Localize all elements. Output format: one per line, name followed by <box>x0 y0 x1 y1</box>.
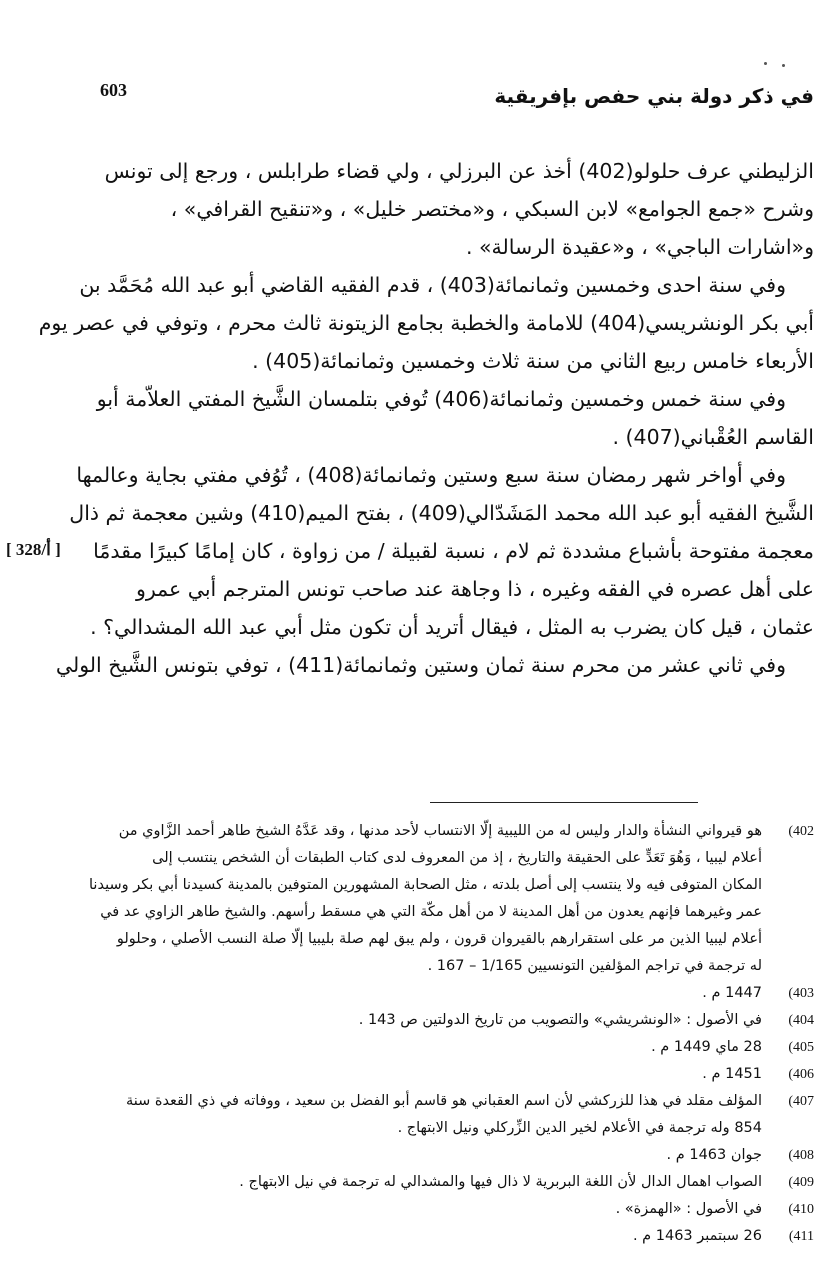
footnote-number: (402 <box>788 824 814 839</box>
text-line: وشرح «جمع الجوامع» لابن السبكي ، و«مختصر خليل» ، و«تنقيح القرافي» ، <box>170 197 814 221</box>
footnote-text-line: هو قيرواني النشأة والدار وليس له من الليبية إلّا الانتساب لأحد مدنها ، وقد عَدَّهُ الشيخ طاهر أحمد الزَّاوي من <box>118 823 762 839</box>
footnote-text-line: جوان 1463 م . <box>666 1147 762 1163</box>
footnote <box>54 1196 814 1223</box>
footnote-text-line: 854 وله ترجمة في الأعلام لخير الدين الزِّركلي ونيل الابتهاج . <box>397 1120 762 1136</box>
main-text <box>38 152 814 684</box>
speck-mark <box>782 64 785 67</box>
footnote-text-line: المكان المتوفى فيه ولا ينتسب إلى أصل بلدته ، مثل الصحابة المشهورين المتوفين بالمدينة كسيدنا أبي بكر وسيدنا <box>89 877 762 893</box>
footnote-number: (407 <box>788 1094 814 1109</box>
footnote-text-line: عمر وغيرهما فإنهم يعدون من أهل المدينة لا من أهل مكّة التي هي مسقط رأسهم. والشيخ طاهر الزاوي عد في <box>100 904 762 920</box>
footnote-text-line: له ترجمة في تراجم المؤلفين التونسيين 1/165 – 167 . <box>427 958 762 974</box>
text-line: معجمة مفتوحة بأشباع مشددة ثم لام ، نسبة لقبيلة / من زواوة ، كان إمامًا كبيرًا مقدمًا <box>93 539 814 563</box>
text-line: وفي ثاني عشر من محرم سنة ثمان وستين وثمانمائة(411) ، توفي بتونس الشَّيخ الولي <box>55 653 786 677</box>
footnote <box>54 1061 814 1088</box>
footnote <box>54 1088 814 1142</box>
text-line: القاسم العُقْباني(407) . <box>612 425 814 449</box>
text-line: وفي سنة خمس وخمسين وثمانمائة(406) تُوفي بتلمسان الشَّيخ المفتي العلاّمة أبو <box>96 387 786 411</box>
text-line: على أهل عصره في الفقه وغيره ، ذا وجاهة عند صاحب تونس المترجم أبي عمرو <box>135 577 814 601</box>
text-line: و«اشارات الباجي» ، و«عقيدة الرسالة» . <box>465 235 814 259</box>
footnote-text-line: أعلام ليبيا الذين مر على استقرارهم بالقيروان قرون ، ولم يبق لهم صلة بليبيا إلّا صلة النسب الأصلي ، وحلولو <box>116 931 762 947</box>
footnote-text-line: في الأصول : «الونشريشي» والتصويب من تاريخ الدولتين ص 143 . <box>358 1012 762 1028</box>
text-line: عثمان ، قيل كان يضرب به المثل ، فيقال أتريد أن تكون مثل أبي عبد الله المشدالي؟ . <box>90 615 814 639</box>
footnote-text-line: 1451 م . <box>702 1066 762 1082</box>
page-header <box>100 78 814 118</box>
footnote-text-line: أعلام ليبيا ، وَهُوَ تَعَدٍّ على الحقيقة والتاريخ ، إذ من المعروف لدى كتاب الطبقات أن الشخص ينتسب إلى <box>152 850 762 866</box>
text-line: الأربعاء خامس ربيع الثاني من سنة ثلاث وخمسين وثمانمائة(405) . <box>252 349 814 373</box>
speck-mark <box>764 62 767 65</box>
footnote <box>54 1007 814 1034</box>
footnote <box>54 980 814 1007</box>
manuscript-folio-reference: [ 328/أ ] <box>6 540 61 559</box>
footnote-number: (403 <box>788 986 814 1001</box>
footnotes-section <box>54 818 814 1250</box>
footnote <box>54 1034 814 1061</box>
page-number: 603 <box>100 80 127 100</box>
text-line: الزليطني عرف حلولو(402) أخذ عن البرزلي ، ولي قضاء طرابلس ، ورجع إلى تونس <box>104 159 814 183</box>
footnote-text-line: 28 ماي 1449 م . <box>651 1039 762 1055</box>
footnote <box>54 1169 814 1196</box>
footnote-divider <box>430 802 698 803</box>
footnote-number: (410 <box>788 1202 814 1217</box>
footnote <box>54 1223 814 1250</box>
running-title: في ذكر دولة بني حفص بإفريقية <box>494 84 814 108</box>
footnote-number: (404 <box>788 1013 814 1028</box>
footnote-number: (406 <box>788 1067 814 1082</box>
text-line: الشَّيخ الفقيه أبو عبد الله محمد المَشَدّالي(409) ، بفتح الميم(410) وشين معجمة ثم ذال <box>69 501 814 525</box>
footnote <box>54 818 814 980</box>
text-line: أبي بكر الونشريسي(404) للامامة والخطبة بجامع الزيتونة ثالث محرم ، وتوفي في عصر يوم <box>38 311 814 335</box>
text-line: وفي أواخر شهر رمضان سنة سبع وستين وثمانمائة(408) ، تُوُفي مفتي بجاية وعالمها <box>76 463 786 487</box>
footnote-text-line: المؤلف مقلد في هذا للزركشي لأن اسم العقباني هو قاسم أبو الفضل بن سعيد ، ووفاته في ذي القعدة سنة <box>125 1093 762 1109</box>
footnote-number: (411 <box>788 1229 814 1244</box>
footnote-text-line: 26 سبتمبر 1463 م . <box>632 1228 762 1244</box>
footnote-number: (405 <box>788 1040 814 1055</box>
footnote <box>54 1142 814 1169</box>
footnote-text-line: في الأصول : «الهمزة» . <box>615 1201 762 1217</box>
text-line: وفي سنة احدى وخمسين وثمانمائة(403) ، قدم الفقيه القاضي أبو عبد الله مُحَمَّد بن <box>79 273 786 297</box>
footnote-text-line: الصواب اهمال الدال لأن اللغة البربرية لا ذال فيها والمشدالي له ترجمة في نيل الابتهاج . <box>239 1174 762 1190</box>
footnote-number: (408 <box>788 1148 814 1163</box>
footnote-text-line: 1447 م . <box>702 985 762 1001</box>
footnote-number: (409 <box>788 1175 814 1190</box>
